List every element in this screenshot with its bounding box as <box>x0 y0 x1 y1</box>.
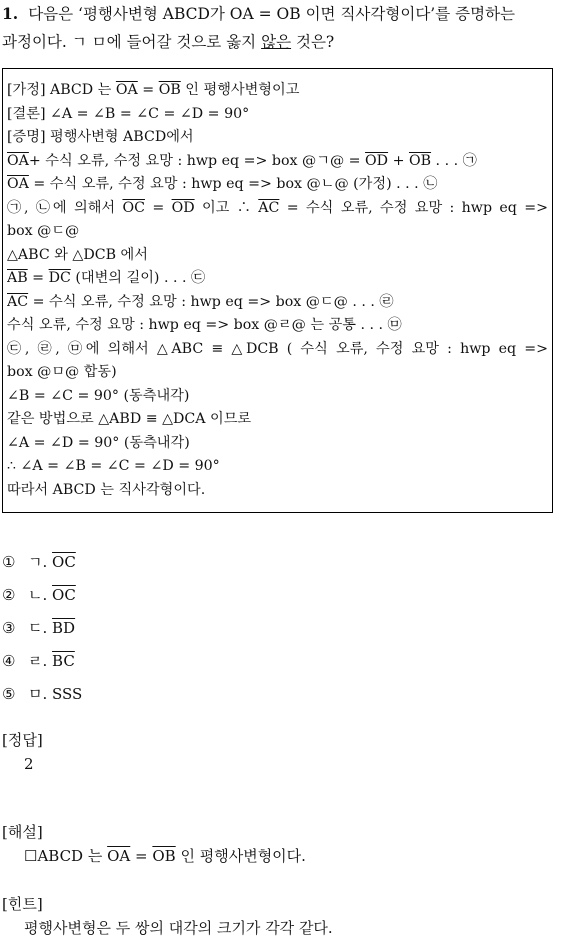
proof-line <box>7 79 548 103</box>
proof-text: = <box>144 199 172 216</box>
segment-ob: $\overline{OB}$ <box>152 847 176 865</box>
proof-box <box>2 68 553 513</box>
option-label: ㅁ. <box>28 685 53 703</box>
answer-section <box>2 728 43 776</box>
proof-line: box @ㄷ@ <box>7 223 80 239</box>
proof-line: ∠A = ∠D = 90° (동측내각) <box>7 434 190 451</box>
explanation-part: = <box>130 847 153 865</box>
segment-od: $\overline{OD}$ <box>171 199 195 216</box>
proof-line <box>7 150 548 174</box>
segment-oa: $\overline{OA}$ <box>7 152 29 169</box>
option-marker: ① <box>2 553 16 571</box>
option-marker: ④ <box>2 652 16 670</box>
proof-line: 수식 오류, 수정 요망 : hwp eq => box @ㄹ@ 는 공통 . . . ㉤ <box>7 317 402 333</box>
proof-line: [증명] 평행사변형 ABCD에서 <box>7 129 194 145</box>
proof-text: 이고 ∴ <box>194 199 259 216</box>
answer-value: 2 <box>24 755 34 773</box>
proof-text: . . . ㉠ <box>431 152 477 169</box>
proof-text: = <box>137 82 159 98</box>
proof-text: = 수식 오류, 수정 요망 : hwp eq => box @ㄷ@ . . . ㉣ <box>28 293 394 310</box>
explanation-heading: [해설] <box>2 823 43 841</box>
option-1[interactable] <box>2 550 82 583</box>
proof-text: 인 평행사변형이고 <box>180 82 300 98</box>
proof-text: + <box>388 152 409 169</box>
proof-text: = <box>27 270 49 286</box>
segment-ob: $\overline{OB}$ <box>408 152 432 169</box>
option-3[interactable] <box>2 616 82 649</box>
segment-od: $\overline{OD}$ <box>365 152 389 169</box>
proof-line: ∴ ∠A = ∠B = ∠C = ∠D = 90° <box>7 458 220 474</box>
explanation-part: 인 평행사변형이다. <box>175 847 306 865</box>
option-marker: ③ <box>2 619 16 637</box>
proof-text: + 수식 오류, 수정 요망 : hwp eq => box @ㄱ@ = <box>28 152 366 169</box>
option-value: $\overline{BC}$ <box>52 652 75 670</box>
option-label: ㄹ. <box>28 652 53 670</box>
proof-line: 같은 방법으로 △ABD ≡ △DCA 이므로 <box>7 411 252 427</box>
segment-oa: $\overline{OA}$ <box>7 176 29 192</box>
proof-line: box @ㅁ@ 합동) <box>7 364 117 380</box>
option-value: SSS <box>52 685 83 703</box>
explanation-section <box>2 820 306 868</box>
segment-ac: $\overline{AC}$ <box>7 293 29 310</box>
proof-text: = 수식 오류, 수정 요망 : hwp eq => box @ㄴ@ (가정) . . . ㉡ <box>28 176 438 192</box>
hint-text: 평행사변형은 두 쌍의 대각의 크기가 각각 같다. <box>24 919 333 937</box>
proof-line <box>7 291 548 315</box>
question-text-1: 다음은 ‘평행사변형 ABCD가 OA = OB 이면 직사각형이다’를 증명하는 <box>28 5 516 23</box>
hint-section <box>2 892 333 940</box>
segment-oc: $\overline{OC}$ <box>122 199 145 216</box>
proof-text: (대변의 길이) . . . ㉢ <box>70 270 206 286</box>
segment-ob: $\overline{OB}$ <box>158 82 181 98</box>
proof-line <box>7 197 548 221</box>
underlined-word: 않은 <box>261 33 292 51</box>
option-label: ㄴ. <box>28 586 53 604</box>
proof-line: ㉢, ㉣, ㉤에 의해서 △ABC ≡ △DCB ( 수식 오류, 수정 요망 : hwp eq => <box>7 340 548 357</box>
option-4[interactable] <box>2 649 82 682</box>
answer-heading: [정답] <box>2 731 43 749</box>
proof-text: = 수식 오류, 수정 요망 : hwp eq => <box>279 199 548 216</box>
option-value: $\overline{OC}$ <box>52 586 76 604</box>
option-marker: ② <box>2 586 16 604</box>
option-value: $\overline{OC}$ <box>52 553 76 571</box>
options-list <box>2 550 82 715</box>
segment-oa: $\overline{OA}$ <box>107 847 131 865</box>
explanation-text <box>2 844 306 868</box>
question-text-3: 것은? <box>291 33 335 51</box>
proof-line <box>7 267 548 291</box>
question <box>2 0 572 56</box>
proof-line: 따라서 ABCD 는 직사각형이다. <box>7 481 206 498</box>
segment-ac: $\overline{AC}$ <box>258 199 280 216</box>
proof-text: ㉠, ㉡에 의해서 <box>7 199 123 216</box>
question-line-2 <box>2 28 572 56</box>
option-value: $\overline{BD}$ <box>52 619 76 637</box>
question-number: 1. <box>2 4 19 23</box>
proof-text: [가정] ABCD 는 <box>7 82 116 98</box>
option-label: ㄷ. <box>28 619 53 637</box>
hint-heading: [힌트] <box>2 895 43 913</box>
proof-line <box>7 173 548 197</box>
option-label: ㄱ. <box>28 553 53 571</box>
proof-line: △ABC 와 △DCB 에서 <box>7 246 148 263</box>
explanation-part: ☐ABCD 는 <box>24 847 108 865</box>
option-marker: ⑤ <box>2 685 16 703</box>
question-text-2: 과정이다. ㄱ ㅁ에 들어갈 것으로 옳지 <box>2 33 262 51</box>
proof-line: [결론] ∠A = ∠B = ∠C = ∠D = 90° <box>7 105 250 122</box>
option-2[interactable] <box>2 583 82 616</box>
segment-ab: $\overline{AB}$ <box>7 270 28 286</box>
question-line-1 <box>2 0 572 28</box>
option-5[interactable] <box>2 682 82 715</box>
segment-oa: $\overline{OA}$ <box>115 82 138 98</box>
proof-line: ∠B = ∠C = 90° (동측내각) <box>7 387 190 404</box>
segment-dc: $\overline{DC}$ <box>48 270 71 286</box>
